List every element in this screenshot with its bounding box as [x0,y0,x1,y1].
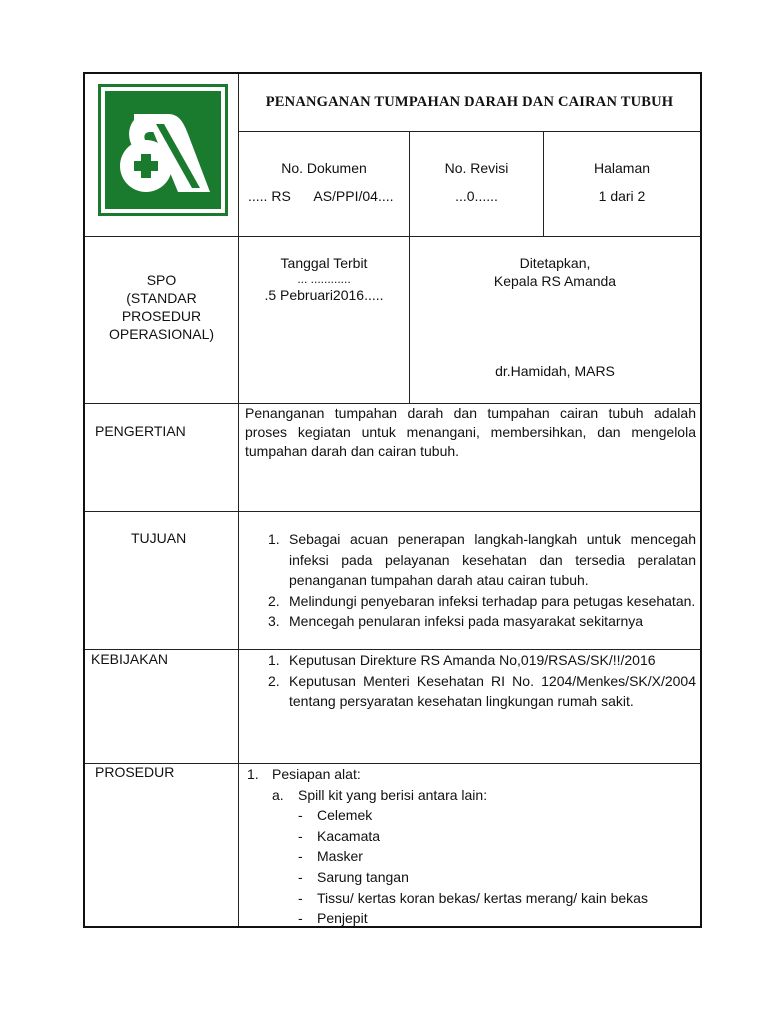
kit-item: - Celemek [298,807,373,824]
kit-item: - Kacamata [298,827,381,844]
signatory-name: dr.Hamidah, MARS [495,363,615,379]
spo-line: PROSEDUR [121,308,202,324]
list-item: 2. Melindungi penyebaran infeksi terhadap para petugas kesehatan. [268,592,696,609]
document-title: PENANGANAN TUMPAHAN DARAH DAN CAIRAN TUBUH [265,94,674,110]
tujuan-list [239,529,696,632]
spo-document [83,72,702,928]
list-item: 3. Mencegah penularan infeksi pada masyarakat sekitarnya [268,613,644,629]
grid-line [85,236,700,237]
kebijakan-list [239,650,696,712]
approval-by: Kepala RS Amanda [493,273,617,289]
issue-date-value: .5 Pebruari2016..... [264,287,384,303]
kit-item: - Masker [298,848,363,865]
kit-item: - Penjepit [298,910,368,927]
grid-line [238,131,700,132]
approval-label: Ditetapkan, [519,255,591,271]
list-item: 1. Sebagai acuan penerapan langkah-langkah untuk mencegah infeksi pada pelayanan kesehatan dan tersedia peralatan penanganan tumpahan darah atau cairan tubuh. [268,531,696,588]
issue-date-dots: ... ............ [297,272,351,286]
kit-item: - Tissu/ kertas koran bekas/ kertas merang/ kain bekas [298,889,648,906]
kit-item: - Sarung tangan [298,868,409,885]
issue-date-cell [239,254,409,304]
doc-number-label: No. Dokumen [281,160,367,176]
spo-line: SPO [146,272,177,288]
list-item: 2. Keputusan Menteri Kesehatan RI No. 1204/Menkes/SK/X/2004 tentang persyaratan kesehatan lingkungan rumah sakit. [268,672,696,709]
hospital-logo-icon [98,84,228,216]
doc-number-value: ..... RS AS/PPI/04.... [248,188,394,204]
revision-label: No. Revisi [444,160,509,176]
revision-cell [410,159,543,205]
issue-date-label: Tanggal Terbit [280,255,368,271]
section-label-pengertian: PENGERTIAN [95,423,186,439]
spo-line: OPERASIONAL) [108,326,215,342]
list-item: 1. Keputusan Direkture RS Amanda No,019/RSAS/SK/!!/2016 [268,652,656,668]
page-cell [544,159,700,205]
page-label: Halaman [593,160,651,176]
spo-label-cell [85,271,238,343]
approval-cell [410,254,700,380]
page-value: 1 dari 2 [598,188,646,204]
prosedur-content [239,764,696,929]
spo-line: (STANDAR [126,290,197,306]
section-label-prosedur: PROSEDUR [95,764,175,780]
revision-value: ...0...... [455,188,498,204]
hospital-logo [98,84,228,216]
grid-line [85,511,700,512]
pengertian-text: Penanganan tumpahan darah dan tumpahan cairan tubuh adalah proses kegiatan untuk menangani, membersihkan, dan mengelola tumpahan darah dan cairan tubuh. [245,405,696,459]
doc-number-cell [239,159,409,205]
section-label-tujuan: TUJUAN [131,530,187,546]
section-label-kebijakan: KEBIJAKAN [91,651,169,667]
procedure-step: 1. Pesiapan alat: [247,766,361,782]
procedure-substep: a. Spill kit yang berisi antara lain: [272,786,488,803]
